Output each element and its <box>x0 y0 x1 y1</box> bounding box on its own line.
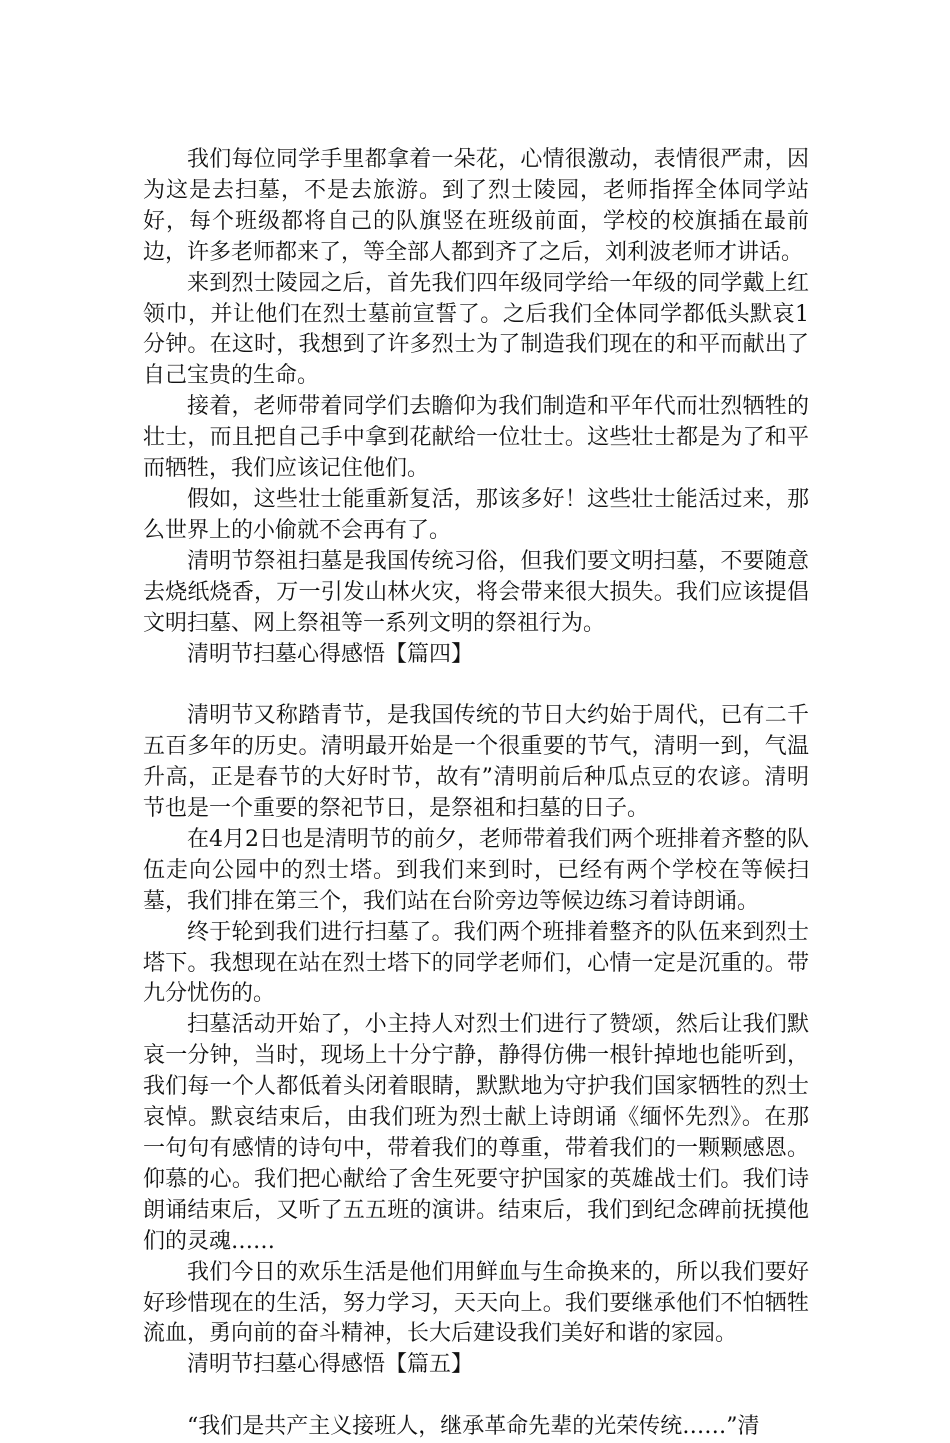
paragraph-ceremony: 扫墓活动开始了，小主持人对烈士们进行了赞颂，然后让我们默哀一分钟，当时，现场上十分宁静，静得仿佛一根针掉地也能听到，我们每一个人都低着头闭着眼睛，默默地为守护我们国家牺牲的烈士哀悼。默哀结束后，由我们班为烈士献上诗朗诵《缅怀先烈》。在那一句句有感情的诗句中，带着我们的尊重，带着我们的一颗颗感恩。仰慕的心。我们把心献给了舍生死要守护国家的英雄战士们。我们诗朗诵结束后，又听了五五班的演讲。结束后，我们到纪念碑前抚摸他们的灵魂…… <box>143 1012 809 1254</box>
paragraph-cherish-life: 我们今日的欢乐生活是他们用鲜血与生命换来的，所以我们要好好珍惜现在的生活，努力学习，天天向上。我们要继承他们不怕牺牲流血，勇向前的奋斗精神，长大后建设我们美好和谐的家园。 <box>143 1259 809 1347</box>
paragraph-our-turn: 终于轮到我们进行扫墓了。我们两个班排着整齐的队伍来到烈士塔下。我想现在站在烈士塔下的同学老师们，心情一定是沉重的。带九分忧伤的。 <box>143 919 809 1007</box>
document-body <box>143 145 809 1443</box>
blank-line <box>143 670 809 701</box>
paragraph-red-scarf: 来到烈士陵园之后，首先我们四年级同学给一年级的同学戴上红领巾，并让他们在烈士墓前宣誓了。之后我们全体同学都低头默哀1分钟。在这时，我想到了许多烈士为了制造我们现在的和平而献出了自己宝贵的生命。 <box>143 270 809 389</box>
paragraph-revive-wish: 假如，这些壮士能重新复活，那该多好！这些壮士能活过来，那么世界上的小偷就不会再有了。 <box>143 486 809 543</box>
paragraph-flower-visit: 我们每位同学手里都拿着一朵花，心情很激动，表情很严肃，因为这是去扫墓，不是去旅游。到了烈士陵园，老师指挥全体同学站好，每个班级都将自己的队旗竖在班级前面，学校的校旗插在最前边，许多老师都来了，等全部人都到齐了之后，刘利波老师才讲话。 <box>143 147 809 265</box>
paragraph-civilized-tomb-sweeping: 清明节祭祖扫墓是我国传统习俗，但我们要文明扫墓，不要随意去烧纸烧香，万一引发山林火灾，将会带来很大损失。我们应该提倡文明扫墓、网上祭祖等一系列文明的祭祖行为。 <box>143 548 809 636</box>
paragraph-qingming-history: 清明节又称踏青节，是我国传统的节日大约始于周代，已有二千五百多年的历史。清明最开始是一个很重要的节气，清明一到，气温升高，正是春节的大好时节，故有”清明前后种瓜点豆的农谚。清明节也是一个重要的祭祀节日，是祭祖和扫墓的日子。 <box>143 703 809 822</box>
paragraph-pay-respects: 接着，老师带着同学们去瞻仰为我们制造和平年代而壮烈牺牲的壮士，而且把自己手中拿到花献给一位壮士。这些壮士都是为了和平而牺牲，我们应该记住他们。 <box>143 394 809 482</box>
paragraph-april-second: 在4月2日也是清明节的前夕，老师带着我们两个班排着齐整的队伍走向公园中的烈士塔。到我们来到时，已经有两个学校在等候扫墓，我们排在第三个，我们站在台阶旁边等候边练习着诗朗诵。 <box>143 826 809 914</box>
section-heading-part-four: 清明节扫墓心得感悟【篇四】 <box>187 641 474 667</box>
paragraph-communist-successors: “我们是共产主义接班人，继承革命先辈的光荣传统……”清 <box>187 1414 760 1440</box>
section-heading-part-five: 清明节扫墓心得感悟【篇五】 <box>187 1352 474 1378</box>
blank-line <box>143 1381 809 1412</box>
